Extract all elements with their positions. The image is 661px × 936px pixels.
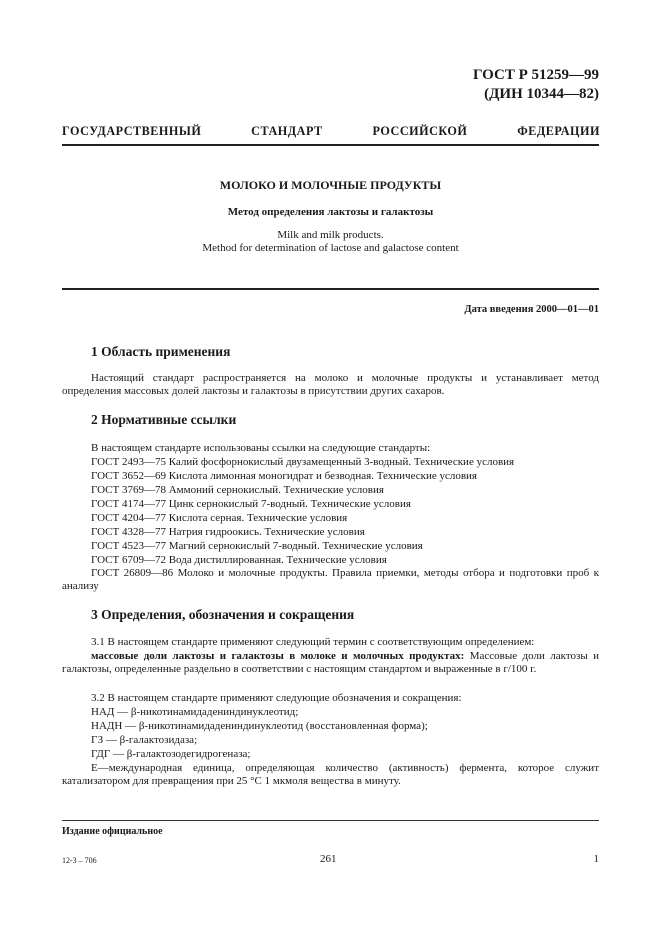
header-rule [62,144,599,146]
title-rule [62,288,599,290]
english-title [62,229,599,255]
section-2-heading: 2 Нормативные ссылки [91,412,237,427]
reference-item: ГОСТ 4204—77 Кислота серная. Технические условия [91,512,348,524]
abbreviation-item: НАД — β-никотинамидадениндинуклеотид; [91,706,299,718]
standard-codes [473,66,599,104]
term: массовые доли лактозы и галактозы в молоке и молочных продуктах: [91,650,465,662]
abbreviation-item: ГДГ — β-галактозодегидрогеназа; [91,748,251,760]
sheet-number: 1 [593,853,599,865]
page-number: 261 [320,853,337,865]
print-code: 12-3 – 706 [62,856,97,865]
term-text: Массовые доли лактозы и галактозы, определенные раздельно в соответствии с настоящим стандартом и выраженные в г/100 г. [62,650,599,676]
reference-item: ГОСТ 4523—77 Магний сернокислый 7-водный. Технические условия [91,540,423,552]
abbreviation-item: ГЗ — β-галактозидаза; [91,734,198,746]
reference-item: ГОСТ 4328—77 Натрия гидроокись. Технические условия [91,526,365,538]
state-standard-title: ГОСУДАРСТВЕННЫЙ СТАНДАРТ РОССИЙСКОЙ ФЕДЕРАЦИИ [62,124,600,138]
english-title-line-2: Method for determination of lactose and galactose content [202,242,459,254]
reference-item: ГОСТ 3769—78 Аммоний сернокислый. Технические условия [91,484,384,496]
term-definition [62,650,599,677]
references-intro: В настоящем стандарте использованы ссылки на следующие стандарты: [91,442,431,454]
reference-item: ГОСТ 4174—77 Цинк сернокислый 7-водный. Технические условия [91,498,411,510]
din-code: (ДИН 10344—82) [484,86,599,102]
section-3-heading: 3 Определения, обозначения и сокращения [91,607,355,622]
clause-3-2: 3.2 В настоящем стандарте применяют следующие обозначения и сокращения: [91,692,462,704]
clause-3-1: 3.1 В настоящем стандарте применяют следующий термин с соответствующим определением: [91,636,535,648]
edition-label: Издание официальное [62,826,163,837]
english-title-line-1: Milk and milk products. [277,229,384,241]
gost-code: ГОСТ Р 51259—99 [472,67,599,83]
footer-rule [62,820,599,821]
section-1-text: Настоящий стандарт распространяется на молоко и молочные продукты и устанавливает метод определения массовых долей лактозы и галактозы в присутствии других сахаров. [62,372,599,398]
reference-item-last: ГОСТ 26809—86 Молоко и молочные продукты. Правила приемки, методы отбора и подготовки проб к анализу [62,567,599,593]
document-title: МОЛОКО И МОЛОЧНЫЕ ПРОДУКТЫ [219,178,442,192]
section-1-heading: 1 Область применения [91,344,231,359]
unit-definition: Е—международная единица, определяющая количество (активность) фермента, которое служит катализатором для превращения при 25 °С 1 мкмоля вещества в минуту. [62,762,599,788]
abbreviation-item: НАДН — β-никотинамидадениндинуклеотид (восстановленная форма); [91,720,428,732]
reference-item: ГОСТ 3652—69 Кислота лимонная моногидрат и безводная. Технические условия [91,470,477,482]
reference-item: ГОСТ 2493—75 Калий фосфорнокислый двузамещенный 3-водный. Технические условия [91,456,515,468]
document-subtitle: Метод определения лактозы и галактозы [227,206,434,218]
reference-item: ГОСТ 6709—72 Вода дистиллированная. Технические условия [91,554,387,566]
introduction-date: Дата введения 2000—01—01 [464,304,599,315]
